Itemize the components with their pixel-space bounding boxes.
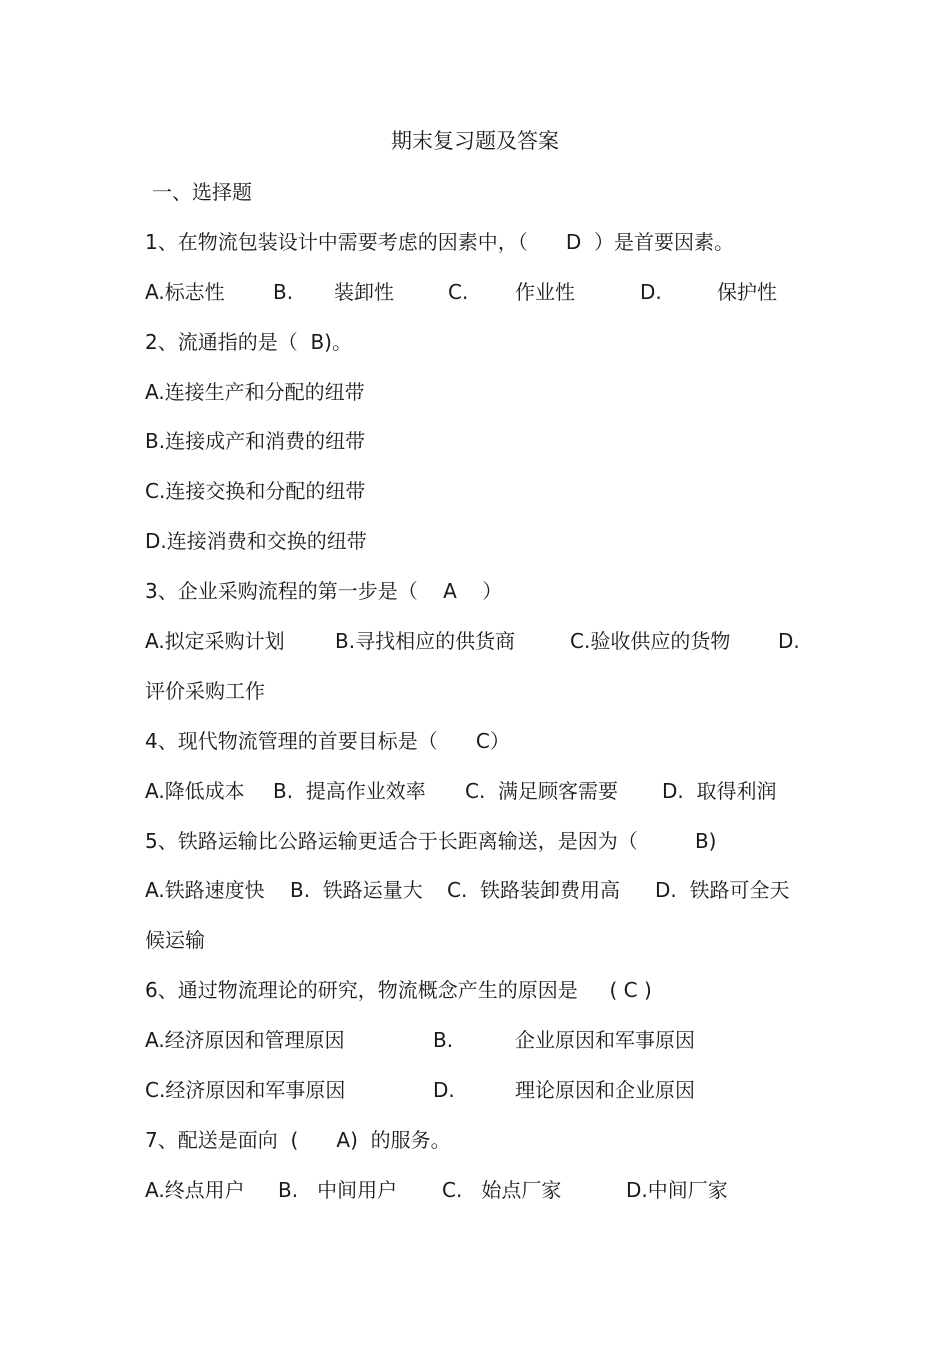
q1-option-b-key: B.: [273, 280, 294, 304]
question-7-stem: 7、配送是面向 ( A) 的服务。: [145, 1128, 451, 1152]
q6-option-d: 理论原因和企业原因: [515, 1078, 695, 1102]
question-6-stem: 6、通过物流理论的研究，物流概念产生的原因是 ( C ): [145, 978, 652, 1002]
question-5-options: [145, 875, 825, 905]
q7-option-c: C. 始点厂家: [442, 1178, 562, 1202]
q3-option-d: D.: [778, 629, 800, 653]
page-title: 期末复习题及答案: [391, 129, 559, 153]
q1-option-b: 装卸性: [334, 280, 394, 304]
q3-option-a: A.拟定采购计划: [145, 629, 285, 653]
q2-option-c: C.连接交换和分配的纽带: [145, 479, 366, 503]
q3-option-c: C.验收供应的货物: [570, 629, 731, 653]
question-4-stem: 4、现代物流管理的首要目标是（ C）: [145, 729, 510, 753]
q4-option-d: D. 取得利润: [662, 779, 777, 803]
q2-option-b: B.连接成产和消费的纽带: [145, 429, 366, 453]
q5-option-d-continued: 候运输: [145, 928, 205, 952]
question-3-options: [145, 626, 825, 656]
q7-option-d: D.中间厂家: [626, 1178, 728, 1202]
question-5-stem: 5、铁路运输比公路运输更适合于长距离输送，是因为（ B): [145, 829, 717, 853]
q5-option-a: A.铁路速度快: [145, 878, 265, 902]
q2-option-a: A.连接生产和分配的纽带: [145, 380, 365, 404]
q3-option-b: B.寻找相应的供货商: [335, 629, 516, 653]
q4-option-c: C. 满足顾客需要: [465, 779, 619, 803]
q1-option-a: A.标志性: [145, 280, 225, 304]
q1-option-d-key: D.: [640, 280, 662, 304]
q2-option-d: D.连接消费和交换的纽带: [145, 529, 367, 553]
question-3-stem: 3、企业采购流程的第一步是（ A ）: [145, 579, 503, 603]
q7-option-b: B. 中间用户: [278, 1178, 398, 1202]
q3-option-d-continued: 评价采购工作: [145, 679, 265, 703]
question-1-options: [145, 277, 825, 307]
q5-option-d: D. 铁路可全天: [655, 878, 790, 902]
q6-option-d-key: D.: [433, 1078, 455, 1102]
section-heading: 一、选择题: [152, 180, 252, 204]
q1-option-d: 保护性: [717, 280, 777, 304]
q4-option-a: A.降低成本: [145, 779, 245, 803]
q5-option-b: B. 铁路运量大: [290, 878, 423, 902]
q5-option-c: C. 铁路装卸费用高: [447, 878, 621, 902]
question-1-stem: 1、在物流包装设计中需要考虑的因素中，（ D ）是首要因素。: [145, 230, 734, 254]
q6-option-c: C.经济原因和军事原因: [145, 1078, 346, 1102]
q6-option-b: 企业原因和军事原因: [515, 1028, 695, 1052]
question-4-options: [145, 776, 825, 806]
q6-option-b-key: B.: [433, 1028, 454, 1052]
question-6-options-row1: [145, 1025, 825, 1055]
question-6-options-row2: [145, 1075, 825, 1105]
question-7-options: [145, 1175, 825, 1205]
question-2-stem: 2、流通指的是（ B)。: [145, 330, 352, 354]
q7-option-a: A.终点用户: [145, 1178, 245, 1202]
q6-option-a: A.经济原因和管理原因: [145, 1028, 345, 1052]
q1-option-c: 作业性: [515, 280, 575, 304]
q4-option-b: B. 提高作业效率: [273, 779, 426, 803]
q1-option-c-key: C.: [448, 280, 469, 304]
